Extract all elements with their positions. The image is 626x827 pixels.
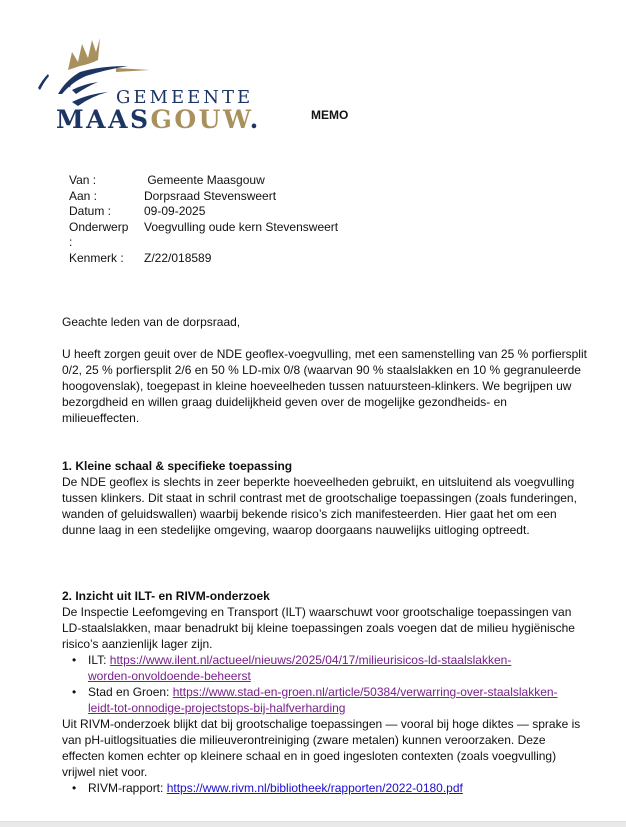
section-1 <box>62 458 602 538</box>
ilt-link[interactable]: https://www.ilent.nl/actueel/nieuws/2025/04/17/milieurisicos-ld-staalslakken- worden-onvoldoende-beheerst <box>88 653 512 683</box>
logo-maasgouw-text <box>56 105 261 134</box>
meta-label: Aan : <box>69 188 98 203</box>
bullet-icon: • <box>72 653 77 667</box>
intro-line: bezorgdheid en willen graag duidelijkheid geven over de mogelijke gezondheids- en <box>62 395 507 409</box>
intro-line: 0/2, 25 % porfiersplit 2/6 en 50 % LD-mix 0/8 (waarvan 90 % staalslakken en 10 % gegranuleerde <box>62 363 581 377</box>
section-2-line: vrijwel niet voor. <box>62 765 148 779</box>
meta-label: Datum : <box>69 204 112 218</box>
section-1-line: tussen klinkers. Dit staat in schril contrast met de grootschalige toepassingen (zoals funderingen, <box>62 491 577 505</box>
meta-value: Gemeente Maasgouw <box>144 173 265 187</box>
logo-gouw: GOUW <box>150 105 250 134</box>
section-2-line: van pH-uitlogsituaties die milieuverontreiniging (zware metalen) kunnen veroorzaken. Deze <box>62 733 546 747</box>
meta-row-aan <box>69 189 338 205</box>
source-label: Stad en Groen: <box>88 685 173 699</box>
section-1-line: De NDE geoflex is slechts in zeer beperkte hoeveelheden gebruikt, en uitsluitend als voegvulling <box>62 475 575 489</box>
intro-paragraph <box>62 346 602 426</box>
meta-value: 09-09-2025 <box>144 204 206 218</box>
meta-label: : <box>69 235 73 249</box>
section-2-line: effecten komen echter op kleinere schaal en in goed ingesloten contexten (zoals voegvulling) <box>62 749 557 763</box>
meta-row-kenmerk <box>69 251 338 267</box>
list-item-ilt <box>62 652 602 684</box>
stad-en-groen-link[interactable]: https://www.stad-en-groen.nl/article/50384/verwarring-over-staalslakken- leidt-tot-onnodige-projectstops-bij-halfverharding <box>88 685 558 715</box>
salutation <box>62 314 602 330</box>
source-label: ILT: <box>88 653 110 667</box>
list-item-stad-en-groen <box>62 684 602 716</box>
meta-row-van <box>69 173 338 189</box>
meta-value: Voegvulling oude kern Stevensweert <box>144 219 339 234</box>
intro-line: hoogovenslak), toegepast in kleine hoeveelheden tussen natuursteen-klinkers. We begrijpen uw <box>62 379 572 393</box>
meta-row-datum <box>69 204 338 220</box>
meta-label: Kenmerk : <box>69 250 124 265</box>
intro-line: milieueffecten. <box>62 411 140 425</box>
section-2-line: De Inspectie Leefomgeving en Transport (ILT) waarschuwt voor grootschalige toepassingen van <box>62 605 572 619</box>
list-item-rivm <box>62 780 602 796</box>
salutation-text: Geachte leden van de dorpsraad, <box>62 315 241 329</box>
section-2-line: risico’s aanzienlijk lager zijn. <box>62 637 213 651</box>
section-1-heading: 1. Kleine schaal & specifieke toepassing <box>62 459 293 473</box>
meta-row-onderwerp <box>69 220 338 236</box>
logo-dot: . <box>249 105 261 134</box>
rivm-report-link[interactable]: https://www.rivm.nl/bibliotheek/rapporten/2022-0180.pdf <box>166 781 463 795</box>
memo-title: MEMO <box>311 108 349 122</box>
source-list <box>62 652 602 716</box>
logo-maas: MAAS <box>56 105 151 134</box>
bullet-icon: • <box>72 685 77 699</box>
memo-meta <box>69 173 338 266</box>
rivm-list <box>62 780 602 796</box>
page-bottom-edge <box>0 821 626 827</box>
section-2-line: Uit RIVM-onderzoek blijkt dat bij grootschalige toepassingen — vooral bij hoge diktes — sprake is <box>62 717 581 731</box>
section-2-heading: 2. Inzicht uit ILT- en RIVM-onderzoek <box>62 589 270 603</box>
gemeente-maasgouw-logo <box>28 30 261 135</box>
logo-gemeente-text: GEMEENTE <box>116 87 254 108</box>
meta-value: Z/22/018589 <box>144 250 212 265</box>
meta-label: Van : <box>69 173 97 187</box>
section-1-line: dunne laag in een stedelijke omgeving, waarop doorgaans nauwelijks uitloging optreedt. <box>62 523 530 537</box>
meta-row-onderwerp-colon <box>69 235 338 251</box>
source-label: RIVM-rapport: <box>88 781 167 795</box>
bullet-icon: • <box>72 781 77 795</box>
section-2-line: LD-staalslakken, maar benadrukt bij kleine toepassingen zoals voegen dat de milieu hygiënische <box>62 621 575 635</box>
section-1-line: wanden of geluidswallen) waarbij bekende risico’s zich manifesteerden. Hier gaat het om een <box>62 507 557 521</box>
meta-label: Onderwerp <box>69 219 129 234</box>
intro-line: U heeft zorgen geuit over de NDE geoflex-voegvulling, met een samenstelling van 25 % porfiersplit <box>62 347 587 361</box>
section-2 <box>62 588 602 796</box>
meta-value: Dorpsraad Stevensweert <box>144 188 277 203</box>
